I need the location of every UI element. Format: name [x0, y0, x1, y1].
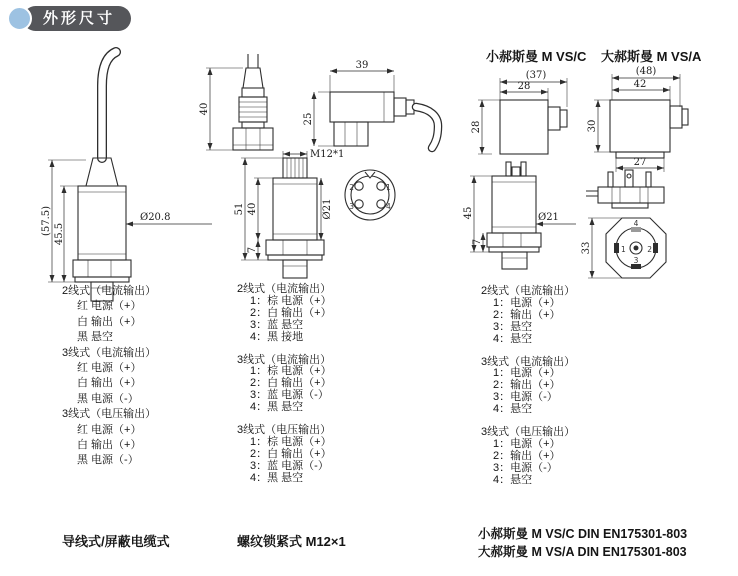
dim-large-height: 30: [587, 119, 598, 133]
wiring-section-title: 3线式（电压输出）: [237, 424, 332, 437]
coupling-nut: [334, 122, 368, 146]
accent-dot-icon: [7, 6, 32, 31]
wiring-line: 3：蓝 悬空: [250, 318, 304, 331]
thread-stub: [502, 252, 527, 269]
dim-hex: 7: [247, 246, 258, 254]
dim-overall: 51: [234, 202, 245, 216]
wiring-section-title: 3线式（电压输出）: [62, 408, 157, 421]
wiring-section-title: 3线式（电流输出）: [237, 353, 332, 366]
wiring-line: 1：电源（+）: [493, 296, 561, 309]
wiring-line: 白 输出（+）: [77, 377, 142, 390]
caption-din-large: 大郝斯曼 M VS/A DIN EN175301-803: [478, 545, 687, 559]
wiring-line: 红 电源（+）: [77, 362, 142, 375]
wiring-line: 黑 悬空: [77, 331, 114, 344]
wiring-section-title: 2线式（电流输出）: [237, 283, 332, 295]
wiring-line: 红 电源（+）: [77, 423, 142, 436]
wiring-section: [481, 427, 575, 487]
dim-thread: M12*1: [310, 149, 345, 160]
wiring-line: 2：输出（+）: [493, 379, 561, 392]
dim-din-hex: 7: [472, 238, 483, 246]
wiring-line: 2：白 输出（+）: [250, 306, 332, 319]
wiring-section-title: 3线式（电流输出）: [481, 355, 576, 368]
wiring-line: 3：蓝 电源（-）: [250, 389, 329, 402]
wiring-column-cable: [62, 284, 156, 469]
dim-small-height: 28: [471, 120, 482, 134]
caption-din-small: 小郝斯曼 M VS/C DIN EN175301-803: [478, 527, 688, 541]
wiring-section: [62, 284, 156, 346]
wiring-line: 黑 电源（-）: [77, 454, 139, 467]
wiring-line: 1：棕 电源（+）: [250, 435, 332, 448]
ribbed-grip: [239, 97, 267, 122]
dim-plug-height: 40: [199, 102, 210, 116]
wiring-section: [237, 355, 332, 415]
title-hirschmann-large: 大郝斯曼 M VS/A: [601, 49, 702, 64]
wiring-line: 2：白 输出（+）: [250, 447, 332, 460]
pin-label: 1: [386, 183, 391, 192]
wiring-line: 1：棕 电源（+）: [250, 294, 332, 307]
pin-label: 1: [621, 245, 626, 254]
caption-din-type: [478, 525, 687, 561]
cable-boot: [243, 68, 263, 88]
dim-diameter: Ø20.8: [140, 212, 171, 223]
plug-body: [330, 92, 394, 122]
caption-cable-type: 导线式/屏蔽电缆式: [62, 534, 170, 549]
dim-large-top: 42: [633, 79, 647, 90]
dim-large-base: 27: [633, 157, 647, 168]
dim-angled-width: 39: [355, 60, 369, 71]
hex-nut: [73, 260, 131, 277]
caption-m12-type: 螺纹锁紧式 M12×1: [237, 534, 346, 549]
sensor-body: [492, 176, 536, 233]
drawing-m12-sensor: [235, 145, 410, 285]
pin-label: 3: [349, 202, 354, 211]
sensor-body: [273, 178, 317, 240]
pin-label: 4: [633, 219, 639, 228]
m12-connector-face: [345, 170, 395, 220]
page-title: 外形尺寸: [43, 10, 116, 27]
hirschmann-small-view: [471, 70, 567, 154]
dim-large-overall: (48): [635, 66, 657, 77]
din-connector-face: [581, 218, 666, 278]
wiring-section: [481, 286, 575, 346]
pin-label: 3: [633, 256, 639, 265]
sensor-body: [78, 186, 126, 260]
din-sensor-view: [463, 162, 576, 269]
dim-body-height: 45.5: [54, 222, 65, 246]
wiring-line: 2：输出（+）: [493, 449, 561, 462]
wiring-line: 3：悬空: [493, 320, 533, 333]
wiring-line: 黑 电源（-）: [77, 392, 139, 405]
wiring-line: 4：悬空: [493, 403, 533, 416]
din-plug-top-view: [586, 170, 664, 208]
wiring-section-title: 3线式（电压输出）: [481, 426, 576, 439]
wiring-section: [237, 425, 332, 485]
wiring-line: 4：悬空: [493, 332, 533, 345]
dim-angled-height: 25: [303, 112, 314, 126]
wiring-line: 2：输出（+）: [493, 308, 561, 321]
dim-din-diameter: Ø21: [538, 212, 559, 223]
hex-nut: [266, 240, 324, 255]
wiring-line: 1：电源（+）: [493, 437, 561, 450]
wiring-section-title: 2线式（电流输出）: [481, 285, 576, 297]
wiring-line: 4：黑 悬空: [250, 401, 304, 414]
wiring-line: 1：棕 电源（+）: [250, 365, 332, 378]
pin-label: 2: [349, 183, 354, 192]
wiring-column-m12: [237, 284, 332, 496]
wiring-line: 2：白 输出（+）: [250, 377, 332, 390]
dim-body: 40: [247, 202, 258, 216]
wiring-line: 3：电源（-）: [493, 461, 558, 474]
dim-face-size: 33: [581, 241, 592, 255]
wiring-section: [237, 284, 332, 344]
wiring-section-title: 2线式（电流输出）: [62, 285, 157, 297]
wiring-line: 4：悬空: [493, 473, 533, 486]
hirschmann-large-view: [587, 66, 688, 172]
wiring-line: 3：电源（-）: [493, 391, 558, 404]
wiring-line: 4：黑 接地: [250, 330, 304, 343]
dim-din-body: 45: [463, 206, 474, 220]
pin-label: 4: [386, 202, 391, 211]
dim-small-top: 28: [517, 81, 531, 92]
dim-overall: (57.5): [41, 205, 52, 237]
dim-diameter: Ø21: [322, 198, 333, 220]
hex-nut: [487, 233, 541, 247]
wiring-section: [62, 346, 156, 408]
wiring-line: 红 电源（+）: [77, 300, 142, 313]
section-title-pill: [23, 6, 131, 31]
wiring-section: [481, 357, 575, 417]
wiring-line: 3：蓝 电源（-）: [250, 459, 329, 472]
wiring-line: 4：黑 悬空: [250, 471, 304, 484]
wiring-line: 1：电源（+）: [493, 367, 561, 380]
wiring-section-title: 3线式（电流输出）: [62, 346, 157, 359]
wiring-line: 白 输出（+）: [77, 315, 142, 328]
pin-label: 2: [647, 245, 652, 254]
wiring-column-din: [481, 286, 575, 498]
dim-small-overall: (37): [525, 70, 547, 81]
wiring-line: 白 输出（+）: [77, 439, 142, 452]
drawing-hirschmann-group: [462, 66, 738, 292]
wiring-section: [62, 407, 156, 469]
title-hirschmann-small: 小郝斯曼 M VS/C: [486, 49, 587, 64]
thread-stub: [283, 260, 307, 278]
